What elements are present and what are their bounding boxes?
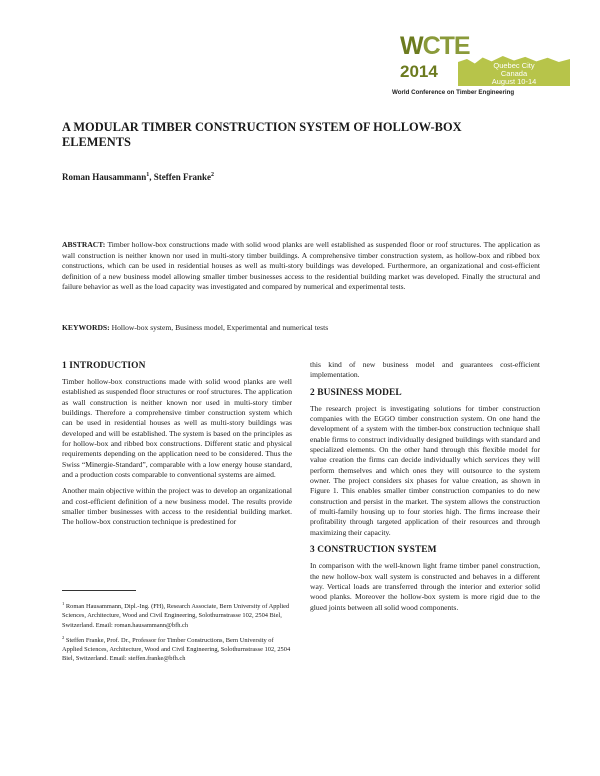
- abstract: [62, 240, 540, 293]
- keywords-label: KEYWORDS:: [62, 323, 110, 332]
- footnotes: [62, 590, 292, 666]
- paper-title: A MODULAR TIMBER CONSTRUCTION SYSTEM OF HOLLOW-BOX ELEMENTS: [62, 120, 462, 149]
- keywords-text: Hollow-box system, Business model, Experimental and numerical tests: [111, 323, 329, 332]
- author-name: Roman Hausammann: [62, 172, 147, 182]
- right-column: [310, 360, 540, 619]
- footnote-2: $^2$ Steffen Franke, Prof. Dr., Professor for Timber Constructions, Bern University of Applied Sciences, Architecture, Wood and Civil Engineering, Solothurnstrasse 102, 2504 Biel, Switzerland. Email: steffen.franke@bfh.ch: [62, 634, 291, 663]
- logo-location: Quebec City Canada August 10-14: [491, 61, 537, 86]
- footnote-divider: [62, 590, 136, 591]
- abstract-label: ABSTRACT:: [62, 240, 106, 249]
- abstract-text: Timber hollow-box constructions made with solid wood planks are well established as suspended floor or roof structures. The application as wall construction is neither known nor used in multi-story timber buildings. A comprehensive timber construction system, as hollow-box and ribbed box constructions, which can be used in residential houses as well as multi-story buildings was developed. Furthermore, an organizational and cost-efficient definition of a new business model allowing smaller timber businesses access to the residential building market was developed. Finally the structural and failure behavior as well as the load capacity was investigated and compared by numerical and experimental tests.: [62, 240, 540, 292]
- paragraph: this kind of new business model and guarantees cost-efficient implementation.: [310, 360, 540, 380]
- author-name: Steffen Franke: [153, 172, 212, 182]
- keywords: [62, 323, 540, 334]
- section-heading-construction-system: 3 CONSTRUCTION SYSTEM: [310, 545, 437, 556]
- left-column: [62, 360, 292, 534]
- paragraph: Timber hollow-box constructions made with solid wood planks are well established as suspended floor structures or roof structures. The application as wall construction is neither known nor used in multi-story timber buildings. Therefore a comprehensive timber construction system which can be used in residential houses as well as multi-story buildings was developed and will be established. The system is based on the principles as for hollow-box and ribbed box constructions. Different static and physical requirements depending on the application need to be considered. Thus the Swiss “Minergie-Standard”, comparable with a low energy house standard, and a production costs comparable to conventional systems are aimed.: [62, 377, 292, 480]
- logo-caption: World Conference on Timber Engineering: [392, 89, 515, 96]
- paragraph: Another main objective within the project was to develop an organizational and cost-efficient definition of a new business model. The results provide smaller timber businesses with access to the residential building market. The hollow-box construction technique is predestined for: [62, 486, 292, 527]
- footnote-1: $^1$ Roman Hausammann, Dipl.-Ing. (FH), Research Associate, Bern University of Applied Sciences, Architecture, Wood and Civil Engineering, Solothurnstrasse 102, 2504 Biel, Switzerland. Email: roman.hausammann@bfh.ch: [62, 601, 290, 629]
- author-line: Roman Hausammann$^1$, Steffen Franke$^2$: [62, 172, 215, 182]
- section-heading-business-model: 2 BUSINESS MODEL: [310, 387, 402, 398]
- conference-logo: [392, 32, 570, 104]
- section-heading-introduction: 1 INTRODUCTION: [62, 361, 146, 371]
- logo-wordmark: WCTE: [400, 32, 470, 60]
- paragraph: In comparison with the well-known light frame timber panel construction, the new hollow-box wall system is constructed and behaves in a different way. Vertical loads are transferred through the interior and exterior solid wood planks. Moreover the hollow-box system is more rigid due to the glued joints between all solid wood components.: [310, 561, 540, 612]
- logo-year: 2014: [400, 62, 438, 81]
- paragraph: The research project is investigating solutions for timber construction companies with the EGGO timber construction system. On one hand the development of a system with the timber-box construction technique shall enable firms to construct individually designed buildings with standard and specialized elements. On the other hand through this flexible model for value creation the firms can decide individually which services they will perform themselves and which ones they will outsource to the system owner. The project considers six phases for value creation, as shown in Figure 1. This enables smaller timber construction companies to do new construction and persist in the market. The system allows the construction of multi-family housing up to four stories high. The firms increase their profitability through targeted application of their resources and through maximizing their capacity.: [310, 403, 540, 537]
